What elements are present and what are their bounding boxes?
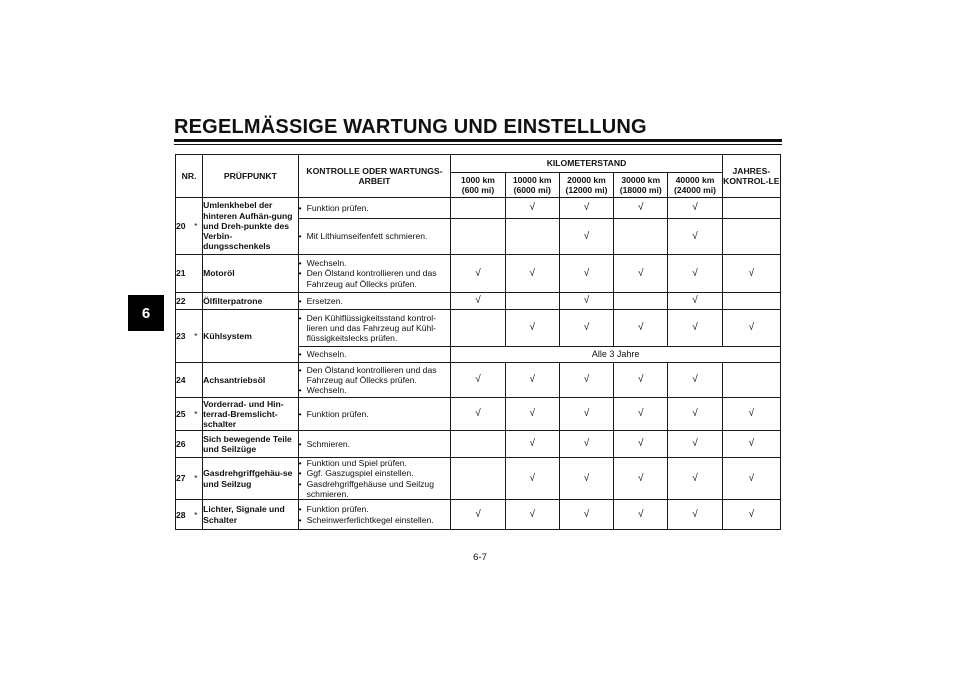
check-mark-icon: √	[748, 438, 755, 449]
check-mark-icon: √	[475, 267, 481, 279]
check-cell	[559, 363, 613, 398]
page-number: 6-7	[473, 552, 487, 563]
check-cell	[451, 500, 505, 530]
check-mark-icon: √	[637, 322, 644, 333]
check-cell	[722, 255, 780, 293]
check-cell	[668, 458, 722, 500]
check-mark-icon: √	[637, 202, 644, 213]
check-cell	[559, 310, 613, 347]
check-cell	[668, 398, 722, 431]
check-cell	[559, 398, 613, 431]
table-row	[176, 458, 781, 500]
header-km-value: 1000 km	[460, 174, 495, 185]
check-cell	[505, 293, 559, 310]
check-mark-icon: √	[583, 295, 590, 306]
check-mark-icon: √	[583, 472, 590, 484]
row-item: Sich bewegende Teile und Seilzüge	[203, 431, 298, 458]
row-action	[298, 310, 451, 347]
check-cell	[668, 431, 722, 458]
row-asterisk	[190, 293, 203, 310]
check-cell	[722, 458, 780, 500]
check-mark-icon: √	[583, 202, 590, 213]
header-mi-value: (6000 mi)	[513, 185, 551, 195]
action-item: • Funktion prüfen.	[299, 409, 451, 419]
check-mark-icon: √	[692, 438, 698, 449]
row-asterisk: *	[190, 198, 203, 255]
row-asterisk: *	[190, 458, 203, 500]
check-mark-icon: √	[692, 322, 698, 333]
row-asterisk: *	[190, 310, 203, 363]
header-mi-value: (12000 mi)	[565, 185, 608, 195]
check-mark-icon: √	[583, 508, 590, 520]
check-cell	[668, 310, 722, 347]
check-mark-icon: √	[583, 438, 590, 449]
row-action	[298, 458, 451, 500]
check-mark-icon: √	[692, 202, 698, 213]
row-asterisk: *	[190, 500, 203, 530]
table-row	[176, 255, 781, 293]
header-km-1	[451, 173, 505, 198]
check-mark-icon: √	[748, 508, 755, 520]
row-action	[298, 431, 451, 458]
row-action	[298, 255, 451, 293]
check-mark-icon: √	[529, 374, 535, 385]
check-cell	[559, 293, 613, 310]
check-cell	[614, 500, 668, 530]
row-item: Achsantriebsöl	[203, 363, 298, 398]
header-mi-value: (24000 mi)	[674, 185, 717, 195]
table-row	[176, 310, 781, 347]
check-cell	[614, 293, 668, 310]
check-cell	[722, 398, 780, 431]
action-item: • Gasdrehgriffgehäuse und Seilzug schmieren.	[299, 479, 451, 500]
action-item: • Mit Lithiumseifenfett schmieren.	[299, 231, 451, 241]
action-item: • Funktion prüfen.	[299, 504, 451, 514]
row-asterisk	[190, 363, 203, 398]
check-cell	[668, 363, 722, 398]
check-cell	[505, 198, 559, 219]
header-km-value: 10000 km	[512, 174, 552, 185]
check-mark-icon: √	[529, 472, 535, 484]
check-cell	[505, 500, 559, 530]
check-cell	[614, 198, 668, 219]
title-rule-thin	[174, 144, 782, 145]
action-item: • Scheinwerferlichtkegel einstellen.	[299, 515, 451, 525]
check-cell	[668, 198, 722, 219]
header-km-4	[614, 173, 668, 198]
action-item: • Funktion prüfen.	[299, 203, 451, 213]
check-mark-icon: √	[748, 322, 755, 333]
check-cell	[451, 293, 505, 310]
check-mark-icon: √	[692, 295, 698, 306]
table-row	[176, 293, 781, 310]
check-mark-icon: √	[637, 438, 644, 449]
action-item: • Wechseln.	[299, 258, 451, 268]
title-rule	[174, 139, 782, 142]
check-mark-icon: √	[692, 267, 698, 279]
table-row	[176, 363, 781, 398]
chapter-tab: 6	[128, 295, 164, 331]
action-item: • Schmieren.	[299, 439, 451, 449]
check-cell	[505, 458, 559, 500]
check-cell	[668, 293, 722, 310]
check-mark-icon: √	[529, 408, 535, 419]
check-cell	[451, 458, 505, 500]
header-item: PRÜFPUNKT	[203, 155, 298, 198]
row-number: 25	[176, 398, 190, 431]
check-mark-icon: √	[583, 267, 590, 279]
check-cell	[614, 310, 668, 347]
check-cell	[722, 431, 780, 458]
table-row	[176, 198, 781, 219]
row-action	[298, 198, 451, 219]
check-cell	[668, 500, 722, 530]
check-mark-icon: √	[475, 295, 481, 306]
check-mark-icon: √	[583, 374, 590, 385]
row-item: Ölfilterpatrone	[203, 293, 298, 310]
check-cell	[559, 198, 613, 219]
check-mark-icon: √	[637, 374, 644, 385]
action-item: • Wechseln.	[299, 385, 451, 395]
row-number: 24	[176, 363, 190, 398]
row-item: Kühlsystem	[203, 310, 298, 363]
check-cell	[722, 293, 780, 310]
page-title: REGELMÄSSIGE WARTUNG UND EINSTELLUNG	[174, 116, 647, 138]
check-mark-icon: √	[692, 374, 698, 385]
action-item: • Funktion und Spiel prüfen.	[299, 458, 451, 468]
header-km-5	[668, 173, 722, 198]
header-nr: NR.	[176, 155, 203, 198]
check-cell	[614, 398, 668, 431]
check-mark-icon: √	[475, 508, 481, 520]
header-action: KONTROLLE ODER WARTUNGS-ARBEIT	[298, 155, 451, 198]
check-cell	[451, 398, 505, 431]
check-mark-icon: √	[637, 267, 644, 279]
check-cell	[559, 500, 613, 530]
header-km-value: 40000 km	[675, 174, 715, 185]
check-mark-icon: √	[475, 374, 481, 385]
check-mark-icon: √	[529, 508, 535, 520]
row-number: 23	[176, 310, 190, 363]
check-cell	[451, 255, 505, 293]
check-cell	[614, 219, 668, 255]
interval-note: Alle 3 Jahre	[451, 347, 781, 363]
check-cell	[451, 363, 505, 398]
row-item: Motoröl	[203, 255, 298, 293]
check-cell	[559, 431, 613, 458]
check-mark-icon: √	[583, 230, 590, 242]
check-cell	[505, 431, 559, 458]
check-mark-icon: √	[692, 408, 698, 419]
check-cell	[559, 219, 613, 255]
row-number: 21	[176, 255, 190, 293]
action-item: • Wechseln.	[299, 349, 451, 359]
check-cell	[505, 219, 559, 255]
check-cell	[722, 219, 780, 255]
check-cell	[451, 431, 505, 458]
row-action	[298, 363, 451, 398]
check-mark-icon: √	[529, 202, 535, 213]
action-item: • Den Ölstand kontrollieren und das Fahrzeug auf Öllecks prüfen.	[299, 268, 451, 289]
check-mark-icon: √	[583, 408, 590, 419]
action-item: • Den Ölstand kontrollieren und das Fahrzeug auf Öllecks prüfen.	[299, 365, 451, 386]
row-asterisk	[190, 431, 203, 458]
maintenance-table	[175, 154, 781, 530]
row-number: 26	[176, 431, 190, 458]
check-mark-icon: √	[529, 267, 535, 279]
row-action	[298, 398, 451, 431]
check-mark-icon: √	[637, 472, 644, 484]
check-mark-icon: √	[637, 508, 644, 520]
check-cell	[559, 458, 613, 500]
check-cell	[614, 431, 668, 458]
check-cell	[451, 310, 505, 347]
header-km-value: 20000 km	[567, 174, 606, 185]
check-cell	[451, 198, 505, 219]
check-mark-icon: √	[748, 408, 755, 419]
check-mark-icon: √	[637, 408, 644, 419]
check-cell	[722, 363, 780, 398]
check-cell	[505, 363, 559, 398]
check-cell	[505, 398, 559, 431]
check-cell	[505, 255, 559, 293]
check-cell	[559, 255, 613, 293]
row-item: Lichter, Signale und Schalter	[203, 500, 298, 530]
action-item: • Ersetzen.	[299, 296, 451, 306]
check-cell	[722, 500, 780, 530]
row-number: 20	[176, 198, 190, 255]
check-mark-icon: √	[748, 267, 755, 279]
row-asterisk	[190, 255, 203, 293]
table-row	[176, 500, 781, 530]
action-item: • Den Kühlflüssigkeitsstand kontrol-lieren und das Fahrzeug auf Kühl-flüssigkeitslecks prüfen.	[299, 313, 451, 344]
check-cell	[451, 219, 505, 255]
row-action	[298, 219, 451, 255]
row-action	[298, 347, 451, 363]
table-row	[176, 398, 781, 431]
check-cell	[668, 219, 722, 255]
check-cell	[505, 310, 559, 347]
check-cell	[614, 363, 668, 398]
check-mark-icon: √	[529, 438, 535, 449]
check-mark-icon: √	[692, 508, 698, 520]
check-mark-icon: √	[529, 322, 535, 333]
row-number: 22	[176, 293, 190, 310]
check-mark-icon: √	[692, 230, 698, 242]
check-cell	[722, 310, 780, 347]
check-mark-icon: √	[748, 472, 755, 484]
header-km-3	[559, 173, 613, 198]
row-action	[298, 500, 451, 530]
header-mi-value: (600 mi)	[461, 185, 495, 195]
row-item: Umlenkhebel der hinteren Aufhän-gung und Dreh-punkte des Verbin-dungsschenkels	[203, 198, 298, 255]
header-km-value: 30000 km	[621, 174, 661, 185]
row-item: Vorderrad- und Hin-terrad-Bremslicht-schalter	[203, 398, 298, 431]
check-cell	[668, 255, 722, 293]
check-mark-icon: √	[475, 408, 481, 419]
header-km-group: KILOMETERSTAND	[451, 155, 722, 173]
row-item: Gasdrehgriffgehäu-se und Seilzug	[203, 458, 298, 500]
check-cell	[614, 458, 668, 500]
check-mark-icon: √	[583, 322, 590, 333]
table-row	[176, 431, 781, 458]
check-mark-icon: √	[692, 472, 698, 484]
row-number: 28	[176, 500, 190, 530]
row-number: 27	[176, 458, 190, 500]
action-item: • Ggf. Gaszugspiel einstellen.	[299, 468, 451, 478]
header-mi-value: (18000 mi)	[619, 185, 662, 195]
check-cell	[722, 198, 780, 219]
header-annual: JAHRES-KONTROL-LE	[722, 155, 780, 198]
header-km-2	[505, 173, 559, 198]
row-action	[298, 293, 451, 310]
check-cell	[614, 255, 668, 293]
row-asterisk: *	[190, 398, 203, 431]
